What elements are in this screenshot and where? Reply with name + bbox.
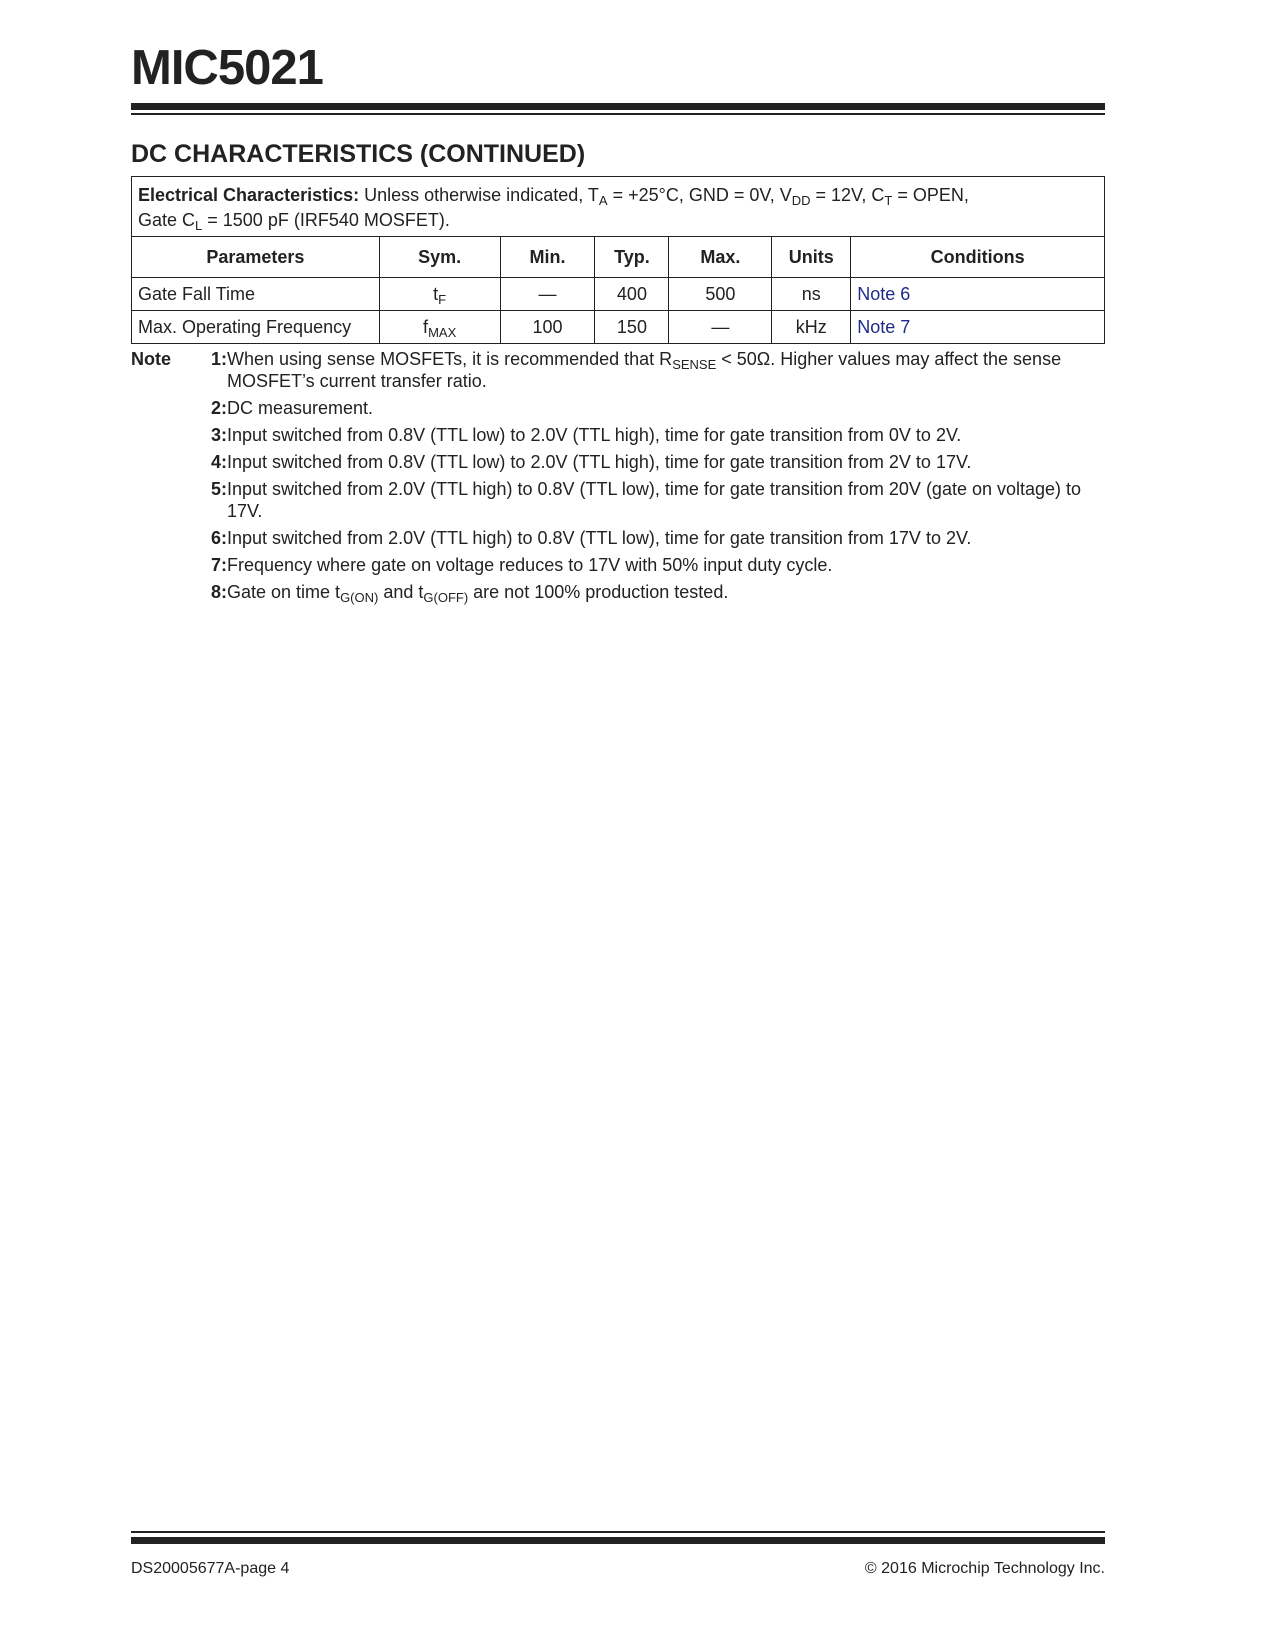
note-text-part: When using sense MOSFETs, it is recommended that R [227, 349, 673, 369]
note-text: Input switched from 2.0V (TTL high) to 0.8V (TTL low), time for gate transition from 17V to 2V. [227, 528, 972, 548]
header-conditions: Conditions [851, 237, 1105, 278]
note-number: 4: [210, 452, 227, 472]
footer-rule-thin [131, 1531, 1105, 1533]
cell-sym [379, 278, 500, 311]
section-title: DC CHARACTERISTICS (CONTINUED) [131, 140, 586, 168]
note-text: Input switched from 2.0V (TTL high) to 0.8V (TTL low), time for gate transition from 20V (gate on voltage) to 17V. [227, 479, 1082, 521]
note-item [131, 478, 1105, 522]
header-min: Min. [500, 237, 595, 278]
note-number: 5: [210, 479, 227, 499]
note-item [131, 348, 1105, 392]
conditions-text: Unless otherwise indicated, T [359, 185, 599, 205]
note-number: 3: [210, 425, 227, 445]
conditions-text: Gate C [138, 210, 196, 230]
note-text: Input switched from 0.8V (TTL low) to 2.0V (TTL high), time for gate transition from 0V to 2V. [227, 425, 962, 445]
cell-parameter: Gate Fall Time [132, 278, 380, 311]
header-rule-thick [131, 103, 1105, 110]
table-row [132, 311, 1105, 344]
conditions-text: = 12V, C [810, 185, 885, 205]
note-number: 2: [210, 398, 227, 418]
note-sub: G(ON) [340, 590, 379, 605]
note-item [131, 424, 1105, 446]
header-max: Max. [669, 237, 772, 278]
note-text: DC measurement. [227, 398, 374, 418]
header-units: Units [772, 237, 851, 278]
conditions-sub: T [884, 193, 893, 208]
conditions-text: = 1500 pF (IRF540 MOSFET). [202, 210, 450, 230]
sym-main: f [423, 316, 429, 337]
cell-max: — [669, 311, 772, 344]
note-text-part: are not 100% production tested. [468, 582, 729, 602]
note-text: Frequency where gate on voltage reduces to 17V with 50% input duty cycle. [227, 555, 833, 575]
note-text-part: Gate on time t [227, 582, 341, 602]
cell-sym [379, 311, 500, 344]
page-title: MIC5021 [131, 41, 323, 95]
sym-sub: F [438, 291, 447, 307]
note-text-part: < 50Ω. Higher values may affect the sense MOSFET’s current transfer ratio. [227, 349, 1062, 391]
conditions-sub: L [195, 218, 203, 233]
notes-list [131, 348, 1105, 608]
header-typ: Typ. [595, 237, 669, 278]
cell-units: ns [772, 278, 851, 311]
note-text [227, 348, 1105, 392]
footer-rule-thick [131, 1537, 1105, 1544]
dc-characteristics-table [131, 176, 1105, 344]
note-number: 7: [210, 555, 227, 575]
header-rule-thin [131, 113, 1105, 115]
cell-typ: 150 [595, 311, 669, 344]
conditions-cell [132, 177, 1105, 237]
cell-units: kHz [772, 311, 851, 344]
note-item [131, 581, 1105, 603]
note-item [131, 554, 1105, 576]
table-header-row [132, 237, 1105, 278]
header-parameters: Parameters [132, 237, 380, 278]
note-item [131, 527, 1105, 549]
conditions-text: = +25°C, GND = 0V, V [607, 185, 792, 205]
note-text-part: and t [378, 582, 424, 602]
conditions-sub: DD [791, 193, 811, 208]
footer-page-id: DS20005677A-page 4 [131, 1560, 290, 1577]
note-link[interactable]: Note 7 [851, 311, 1105, 344]
sym-main: t [433, 283, 439, 304]
cell-min: — [500, 278, 595, 311]
note-sub: G(OFF) [423, 590, 469, 605]
note-item [131, 451, 1105, 473]
note-item [131, 397, 1105, 419]
note-number: 1: [210, 349, 227, 369]
note-text [227, 581, 1105, 603]
note-sub: SENSE [672, 357, 717, 372]
note-link[interactable]: Note 6 [851, 278, 1105, 311]
notes-label: Note [131, 349, 171, 369]
note-text: Input switched from 0.8V (TTL low) to 2.0V (TTL high), time for gate transition from 2V to 17V. [227, 452, 972, 472]
footer-copyright: © 2016 Microchip Technology Inc. [864, 1560, 1105, 1577]
conditions-sub: A [598, 193, 608, 208]
cell-min: 100 [500, 311, 595, 344]
conditions-text: = OPEN, [892, 185, 969, 205]
header-sym: Sym. [379, 237, 500, 278]
note-number: 6: [210, 528, 227, 548]
cell-typ: 400 [595, 278, 669, 311]
table-row [132, 278, 1105, 311]
sym-sub: MAX [428, 324, 457, 340]
conditions-label: Electrical Characteristics: [138, 185, 360, 205]
note-number: 8: [210, 582, 227, 602]
cell-max: 500 [669, 278, 772, 311]
cell-parameter: Max. Operating Frequency [132, 311, 380, 344]
